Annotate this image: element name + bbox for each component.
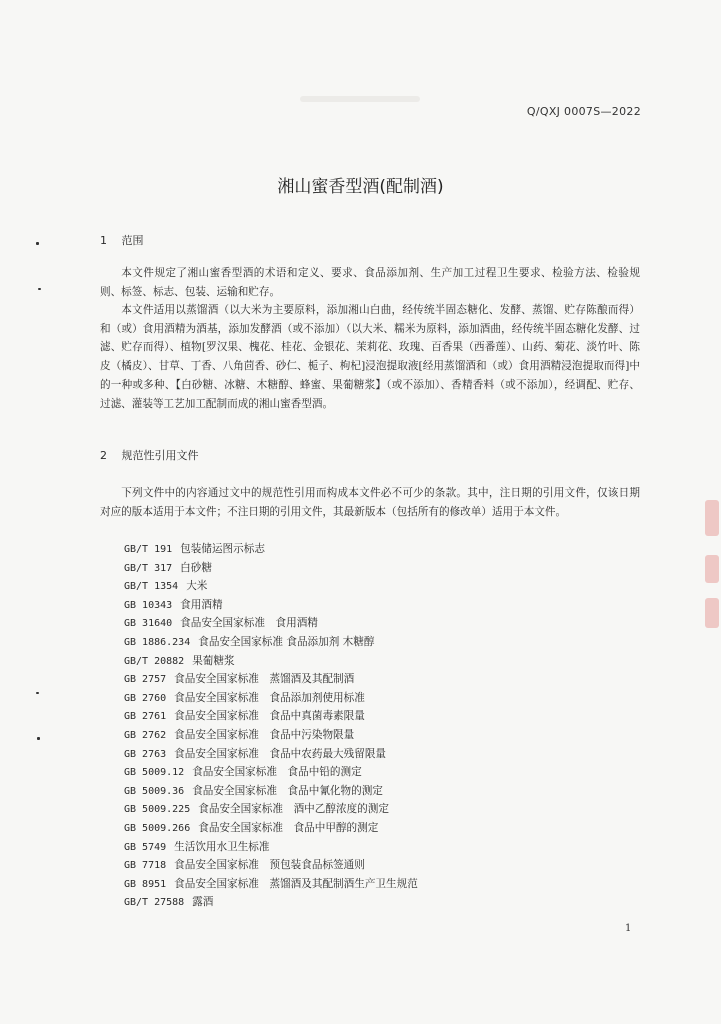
reference-item: GB 2760 食品安全国家标准 食品添加剂使用标准 bbox=[124, 691, 365, 704]
page-title: 湘山蜜香型酒(配制酒) bbox=[277, 177, 444, 197]
reference-item: GB 2761 食品安全国家标准 食品中真菌毒素限量 bbox=[124, 710, 365, 723]
section-2-heading bbox=[100, 447, 199, 463]
stamp-edge-fragment bbox=[705, 598, 719, 628]
reference-item: GB 1886.234 食品安全国家标准 食品添加剂 木糖醇 bbox=[124, 635, 375, 648]
scope-paragraph-1: 本文件规定了湘山蜜香型酒的术语和定义、要求、食品添加剂、生产加工过程卫生要求、检验方法、检验规则、标签、标志、包装、运输和贮存。 bbox=[100, 267, 640, 298]
references-intro: 下列文件中的内容通过文中的规范性引用而构成本文件必不可少的条款。其中，注日期的引用文件，仅该日期对应的版本适用于本文件；不注日期的引用文件，其最新版本（包括所有的修改单）适用于本文件。 bbox=[100, 487, 640, 518]
scan-speck bbox=[36, 242, 39, 245]
scan-speck bbox=[38, 288, 41, 290]
reference-item: GB 5009.12 食品安全国家标准 食品中铅的测定 bbox=[124, 766, 362, 779]
scan-speck bbox=[37, 737, 40, 740]
scope-paragraph-2: 本文件适用以蒸馏酒（以大米为主要原料，添加湘山白曲，经传统半固态糖化、发酵、蒸馏、贮存陈酿而得）和（或）食用酒精为酒基，添加发酵酒（或不添加）（以大米、糯米为原料，添加酒曲，经传统半固态糖化发酵、过滤、贮存而得）、植物[罗汉果、槐花、桂花、金银花、茉莉花、玫瑰、百香果（西番莲）、山药、菊花、淡竹叶、陈皮（橘皮）、甘草、丁香、八角茴香、砂仁、栀子、枸杞]浸泡提取液[经用蒸馏酒和（或）食用酒精浸泡提取而得]中的一种或多种、【白砂糖、冰糖、木糖醇、蜂蜜、果葡糖浆】（或不添加）、香精香料（或不添加），经调配、贮存、过滤、灌装等工艺加工配制而成的湘山蜜香型酒。 bbox=[100, 304, 640, 410]
section-1-heading bbox=[100, 232, 144, 248]
reference-item: GB 5749 生活饮用水卫生标准 bbox=[124, 840, 270, 853]
scan-speck bbox=[36, 692, 39, 694]
section-1-number: 1 bbox=[100, 234, 107, 247]
reference-item: GB 2763 食品安全国家标准 食品中农药最大残留限量 bbox=[124, 747, 387, 760]
reference-item: GB/T 20882 果葡糖浆 bbox=[124, 654, 235, 667]
section-2-title: 规范性引用文件 bbox=[121, 449, 199, 462]
reference-item: GB/T 27588 露酒 bbox=[124, 896, 214, 909]
reference-item: GB 5009.36 食品安全国家标准 食品中氰化物的测定 bbox=[124, 784, 383, 797]
reference-item: GB 7718 食品安全国家标准 预包装食品标签通则 bbox=[124, 859, 365, 872]
reference-item: GB/T 191 包装储运图示标志 bbox=[124, 543, 265, 555]
reference-item: GB 5009.266 食品安全国家标准 食品中甲醇的测定 bbox=[124, 821, 379, 834]
section-1-title: 范围 bbox=[121, 234, 144, 247]
stamp-edge-fragment bbox=[705, 555, 719, 583]
reference-item: GB/T 1354 大米 bbox=[124, 580, 208, 593]
reference-item: GB 2762 食品安全国家标准 食品中污染物限量 bbox=[124, 728, 355, 741]
page-number: 1 bbox=[625, 923, 632, 934]
reference-item: GB 8951 食品安全国家标准 蒸馏酒及其配制酒生产卫生规范 bbox=[124, 877, 418, 890]
standard-code: Q/QXJ 0007S—2022 bbox=[526, 105, 641, 118]
reference-item: GB 31640 食品安全国家标准 食用酒精 bbox=[124, 617, 318, 630]
reference-item: GB 2757 食品安全国家标准 蒸馏酒及其配制酒 bbox=[124, 673, 355, 686]
reference-list bbox=[124, 540, 418, 912]
reference-item: GB 5009.225 食品安全国家标准 酒中乙醇浓度的测定 bbox=[124, 803, 389, 816]
stamp-edge-fragment bbox=[705, 500, 719, 536]
faded-stamp-residue bbox=[300, 96, 420, 102]
reference-item: GB/T 317 白砂糖 bbox=[124, 561, 212, 574]
reference-item: GB 10343 食用酒精 bbox=[124, 598, 223, 611]
section-2-number: 2 bbox=[100, 449, 107, 462]
